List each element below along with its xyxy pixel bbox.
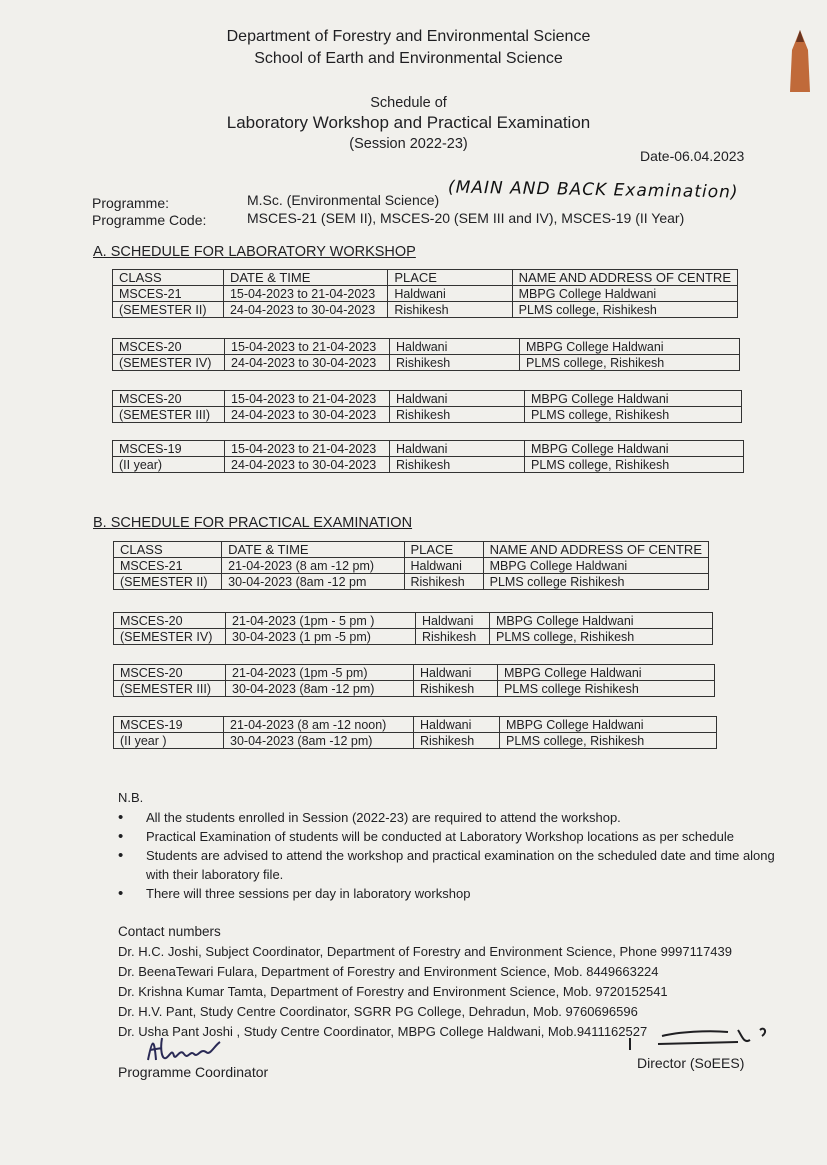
contacts-title: Contact numbers (118, 924, 221, 939)
notes-title: N.B. (118, 790, 144, 805)
exam-table-msces19 (113, 716, 717, 749)
date-cell: 15-04-2023 to 21-04-2023 (225, 391, 390, 407)
centre-cell: PLMS college, Rishikesh (500, 733, 717, 749)
centre-cell: PLMS college, Rishikesh (512, 302, 737, 318)
class-semester: (SEMESTER IV) (113, 355, 225, 371)
list-item: • Students are advised to attend the workshop and practical examination on the scheduled date and time along with their laboratory file. (118, 846, 778, 884)
centre-cell: MBPG College Haldwani (498, 665, 715, 681)
programme-coordinator-label: Programme Coordinator (118, 1064, 269, 1080)
contact-item: Dr. BeenaTewari Fulara, Department of Forestry and Environment Science, Mob. 8449663224 (118, 964, 659, 979)
contact-item: Dr. H.V. Pant, Study Centre Coordinator, SGRR PG College, Dehradun, Mob. 9760696596 (118, 1004, 638, 1019)
col-class-header: CLASS (114, 542, 222, 558)
class-code: MSCES-19 (114, 717, 224, 733)
place-cell: Haldwani (414, 665, 498, 681)
list-item: • All the students enrolled in Session (2022-23) are required to attend the workshop. (118, 808, 778, 827)
centre-cell: PLMS college, Rishikesh (490, 629, 713, 645)
table-row (113, 339, 740, 355)
class-semester: (SEMESTER III) (114, 681, 226, 697)
table-row (113, 457, 744, 473)
school-title: School of Earth and Environmental Science (254, 50, 563, 67)
contact-item: Dr. H.C. Joshi, Subject Coordinator, Department of Forestry and Environment Science, Phone 9997117439 (118, 944, 732, 959)
class-semester: (SEMESTER II) (114, 574, 222, 590)
director-label: Director (SoEES) (637, 1055, 745, 1071)
class-code: MSCES-19 (113, 441, 225, 457)
centre-cell: MBPG College Haldwani (483, 558, 708, 574)
director-signature (618, 1022, 778, 1052)
date-cell: 30-04-2023 (8am -12 pm) (224, 733, 414, 749)
table-row (114, 681, 715, 697)
programme-label: Programme: (92, 195, 170, 211)
place-cell: Rishikesh (416, 629, 490, 645)
table-row (114, 717, 717, 733)
table-row (114, 558, 709, 574)
place-cell: Haldwani (416, 613, 490, 629)
centre-cell: PLMS college, Rishikesh (520, 355, 740, 371)
date-cell: 24-04-2023 to 30-04-2023 (223, 302, 387, 318)
class-code: MSCES-20 (113, 339, 225, 355)
workshop-table-msces20-iv (112, 338, 740, 371)
date-cell: 24-04-2023 to 30-04-2023 (225, 355, 390, 371)
place-cell: Rishikesh (414, 733, 500, 749)
table-row (114, 629, 713, 645)
table-row (113, 391, 742, 407)
notes-list (118, 808, 778, 903)
date-cell: 15-04-2023 to 21-04-2023 (225, 339, 390, 355)
place-cell: Haldwani (388, 286, 512, 302)
col-class-header: CLASS (113, 270, 224, 286)
section-b-title: B. SCHEDULE FOR PRACTICAL EXAMINATION (93, 515, 413, 531)
centre-cell: MBPG College Haldwani (490, 613, 713, 629)
table-row (114, 574, 709, 590)
document-title: Laboratory Workshop and Practical Examination (226, 113, 591, 132)
workshop-table-msces21 (112, 269, 738, 318)
date-cell: 15-04-2023 to 21-04-2023 (223, 286, 387, 302)
date-cell: 21-04-2023 (1pm -5 pm) (226, 665, 414, 681)
programme-code-label: Programme Code: (92, 212, 207, 228)
list-item: • There will three sessions per day in laboratory workshop (118, 884, 778, 903)
centre-cell: MBPG College Haldwani (525, 391, 742, 407)
centre-cell: MBPG College Haldwani (520, 339, 740, 355)
exam-table-msces20-iv (113, 612, 713, 645)
date-cell: 15-04-2023 to 21-04-2023 (225, 441, 390, 457)
date-cell: 24-04-2023 to 30-04-2023 (225, 407, 390, 423)
class-code: MSCES-20 (113, 391, 225, 407)
table-row (114, 733, 717, 749)
table-row (114, 613, 713, 629)
exam-table-msces21 (113, 541, 709, 590)
section-a-title: A. SCHEDULE FOR LABORATORY WORKSHOP (93, 244, 416, 260)
class-code: MSCES-21 (113, 286, 224, 302)
col-date-header: DATE & TIME (222, 542, 404, 558)
document-date: Date-06.04.2023 (640, 148, 745, 164)
session-label: (Session 2022-23) (349, 136, 468, 152)
class-code: MSCES-20 (114, 613, 226, 629)
contact-item: Dr. Krishna Kumar Tamta, Department of Forestry and Environment Science, Mob. 9720152541 (118, 984, 668, 999)
col-centre-header: NAME AND ADDRESS OF CENTRE (512, 270, 737, 286)
contact-item: Dr. Usha Pant Joshi , Study Centre Coordinator, MBPG College Haldwani, Mob.9411162527 (118, 1024, 648, 1039)
col-centre-header: NAME AND ADDRESS OF CENTRE (483, 542, 708, 558)
handwritten-note: (MAIN AND BACK Examination) (447, 177, 739, 203)
schedule-of-label: Schedule of (370, 95, 447, 111)
place-cell: Haldwani (390, 339, 520, 355)
programme-code-value: MSCES-21 (SEM II), MSCES-20 (SEM III and IV), MSCES-19 (II Year) (247, 210, 685, 226)
centre-cell: MBPG College Haldwani (512, 286, 737, 302)
date-cell: 30-04-2023 (8am -12 pm) (226, 681, 414, 697)
workshop-table-msces19 (112, 440, 744, 473)
place-cell: Rishikesh (390, 355, 520, 371)
centre-cell: PLMS college, Rishikesh (525, 407, 742, 423)
exam-table-msces20-iii (113, 664, 715, 697)
place-cell: Rishikesh (388, 302, 512, 318)
date-cell: 21-04-2023 (8 am -12 pm) (222, 558, 404, 574)
date-cell: 30-04-2023 (8am -12 pm (222, 574, 404, 590)
place-cell: Haldwani (390, 391, 525, 407)
centre-cell: PLMS college Rishikesh (498, 681, 715, 697)
date-cell: 21-04-2023 (1pm - 5 pm ) (226, 613, 416, 629)
workshop-table-msces20-iii (112, 390, 742, 423)
table-row (113, 302, 738, 318)
col-place-header: PLACE (388, 270, 512, 286)
class-code: MSCES-20 (114, 665, 226, 681)
place-cell: Haldwani (390, 441, 525, 457)
programme-value: M.Sc. (Environmental Science) (247, 192, 440, 208)
class-semester: (SEMESTER II) (113, 302, 224, 318)
date-cell: 21-04-2023 (8 am -12 noon) (224, 717, 414, 733)
date-cell: 30-04-2023 (1 pm -5 pm) (226, 629, 416, 645)
place-cell: Haldwani (414, 717, 500, 733)
col-place-header: PLACE (404, 542, 483, 558)
place-cell: Rishikesh (414, 681, 498, 697)
place-cell: Rishikesh (390, 407, 525, 423)
table-row (113, 355, 740, 371)
date-cell: 24-04-2023 to 30-04-2023 (225, 457, 390, 473)
place-cell: Rishikesh (390, 457, 525, 473)
col-date-header: DATE & TIME (223, 270, 387, 286)
centre-cell: MBPG College Haldwani (500, 717, 717, 733)
class-semester: (II year ) (114, 733, 224, 749)
class-code: MSCES-21 (114, 558, 222, 574)
centre-cell: PLMS college, Rishikesh (525, 457, 744, 473)
table-row (113, 286, 738, 302)
table-row (113, 441, 744, 457)
place-cell: Rishikesh (404, 574, 483, 590)
table-row (113, 407, 742, 423)
table-row (114, 665, 715, 681)
centre-cell: PLMS college Rishikesh (483, 574, 708, 590)
class-semester: (SEMESTER III) (113, 407, 225, 423)
class-semester: (II year) (113, 457, 225, 473)
centre-cell: MBPG College Haldwani (525, 441, 744, 457)
class-semester: (SEMESTER IV) (114, 629, 226, 645)
department-title: Department of Forestry and Environmental Science (226, 28, 591, 45)
place-cell: Haldwani (404, 558, 483, 574)
list-item: • Practical Examination of students will be conducted at Laboratory Workshop locations as per schedule (118, 827, 778, 846)
